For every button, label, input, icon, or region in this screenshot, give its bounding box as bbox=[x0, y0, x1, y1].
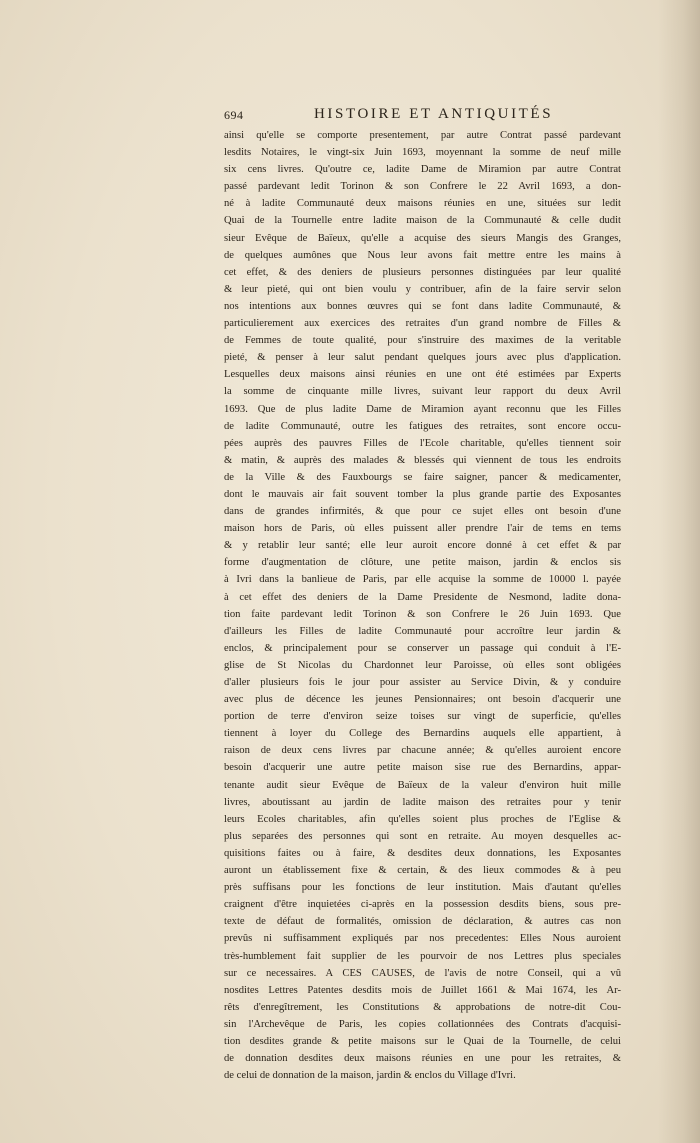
text-line: de donnation desdites deux maisons réunies en une pour les retraites, & bbox=[224, 1053, 621, 1065]
text-line: la somme de cinquante mille livres, suivant leur rapport du deux Avril bbox=[224, 386, 621, 398]
text-line: nos intentions aux bonnes œuvres qui se font dans ladite Communauté, & bbox=[224, 300, 621, 312]
text-line: sin l'Archevêque de Paris, les copies collationnées des Contrats d'acquisi- bbox=[224, 1018, 621, 1030]
text-line: pieté, & penser à leur salut pendant quelques jours avec plus d'application. bbox=[224, 352, 621, 364]
text-line: sur ce necessaires. A CES CAUSES, de l'avis de notre Conseil, qui a vû bbox=[224, 967, 621, 979]
text-line: sieur Evêque de Baïeux, qu'elle a acquise des sieurs Mangis des Granges, bbox=[224, 232, 621, 244]
body-text bbox=[224, 127, 621, 1084]
text-line: particulierement aux exercices des retraites d'un grand nombre de Filles & bbox=[224, 318, 621, 330]
text-line: tion faite pardevant ledit Torinon & son Confrere le 26 Juin 1693. Que bbox=[224, 608, 621, 620]
page-number: 694 bbox=[224, 108, 244, 122]
text-line: & leur pieté, qui ont bien voulu y contribuer, afin de la faire servir selon bbox=[224, 283, 621, 295]
text-line: six cens livres. Qu'outre ce, ladite Dame de Miramion par autre Contrat bbox=[224, 164, 621, 176]
text-line: besoin d'acquerir une autre petite maison sise rue des Bernardins, appar- bbox=[224, 762, 621, 774]
text-line: à Ivri dans la banlieue de Paris, par elle acquise la somme de 10000 l. payée bbox=[224, 574, 621, 586]
running-head: HISTOIRE ET ANTIQUITÉS bbox=[314, 106, 554, 122]
text-line: dans de grandes infirmités, & que pour ce sujet elles ont besoin d'une bbox=[224, 506, 621, 518]
text-line: tenante audit sieur Evêque de Baïeux de la valeur d'environ huit mille bbox=[224, 779, 621, 791]
text-line: de celui de donnation de la maison, jardin & enclos du Village d'Ivri. bbox=[224, 1070, 516, 1082]
text-line: tiennent à loyer du College des Bernardins auquels elle appartient, à bbox=[224, 728, 621, 740]
page-header bbox=[224, 106, 569, 126]
text-line: d'aller plusieurs fois le jour pour assister au Service Divin, & y conduire bbox=[224, 677, 621, 688]
text-line: nosdites Lettres Patentes desdits mois de Juillet 1661 & Mai 1674, les Ar- bbox=[224, 984, 621, 996]
text-line: maison hors de Paris, où elles puissent aller prendre l'air de tems en tems bbox=[224, 523, 621, 535]
text-line: ainsi qu'elle se comporte presentement, par autre Contrat passé pardevant bbox=[224, 130, 621, 141]
page-gutter-shadow bbox=[658, 0, 700, 1143]
text-line: d'ailleurs les Filles de ladite Communauté pour accroître leur jardin & bbox=[224, 625, 621, 637]
text-line: quisitions faites ou à faire, & desdites deux donnations, les Exposantes bbox=[224, 847, 621, 859]
text-line: forme d'augmentation de clôture, une petite maison, jardin & enclos sis bbox=[224, 557, 621, 569]
text-line: raison de deux cens livres par chacune année; & qu'elles auroient encore bbox=[224, 745, 621, 757]
text-line: de quelques aumônes que Nous leur avons fait mettre entre les mains à bbox=[224, 249, 621, 261]
text-line: rêts d'enregîtrement, les Constitutions & approbations de notre-dit Cou- bbox=[224, 1001, 621, 1013]
text-line: né à ladite Communauté deux maisons réunies en une, situées sur ledit bbox=[224, 198, 621, 210]
text-line: & matin, & auprès des malades & blessés qui viennent de tous les endroits bbox=[224, 454, 621, 466]
text-line: cet effet, & des deniers de plusieurs personnes distinguées par leur qualité bbox=[224, 266, 621, 278]
text-line: de Femmes de toute qualité, pour s'instruire des maximes de la veritable bbox=[224, 335, 621, 347]
text-line: 1693. Que de plus ladite Dame de Miramion ayant reconnu que les Filles bbox=[224, 403, 621, 415]
text-line: dont le mauvais air fait souvent tomber la plus grande partie des Exposantes bbox=[224, 488, 621, 500]
text-line: enclos, & principalement pour se conserver un passage qui conduit à l'E- bbox=[224, 642, 621, 654]
text-line: tion desdites grande & petite maisons sur le Quai de la Tournelle, de celui bbox=[224, 1035, 621, 1047]
text-line: plus separées des personnes qui sont en retraite. Au moyen desquelles ac- bbox=[224, 830, 621, 842]
text-line: leurs Ecoles charitables, afin qu'elles soient plus proches de l'Eglise & bbox=[224, 813, 621, 825]
text-line: livres, aboutissant au jardin de ladite maison des retraites pour y tenir bbox=[224, 796, 621, 808]
text-line: très-humblement fait supplier de les pourvoir de nos Lettres plus speciales bbox=[224, 950, 621, 962]
text-line: glise de St Nicolas du Chardonnet leur Paroisse, où elles sont obligées bbox=[224, 659, 621, 671]
text-line: Quai de la Tournelle entre ladite maison de la Communauté & celle dudit bbox=[224, 215, 621, 227]
text-line: Lesquelles deux maisons ainsi réunies en une ont été estimées par Experts bbox=[224, 369, 621, 381]
text-line: avec plus de décence les jeunes Pensionnaires; ont besoin d'acquerir une bbox=[224, 694, 621, 706]
text-line: portion de terre d'environ seize toises sur vingt de superficie, qu'elles bbox=[224, 711, 621, 723]
text-line: passé pardevant ledit Torinon & son Confrere le 22 Avril 1693, a don- bbox=[224, 181, 621, 193]
text-line: lesdits Notaires, le vingt-six Juin 1693, moyennant la somme de neuf mille bbox=[224, 147, 621, 159]
text-line: prevûs ni suffisamment expliqués par nos precedentes: Elles Nous auroient bbox=[224, 933, 621, 945]
text-line: auront un établissement fixe & certain, & des lieux commodes & à peu bbox=[224, 865, 621, 877]
text-line: près suffisans pour les fonctions de leur institution. Mais d'autant qu'elles bbox=[224, 882, 621, 894]
text-line: de ladite Communauté, outre les fatigues des retraites, sont encore occu- bbox=[224, 420, 621, 432]
text-line: pées auprès des pauvres Filles de l'Ecole charitable, qu'elles tiennent soir bbox=[224, 437, 621, 449]
text-line: de la Ville & des Fauxbourgs se faire saigner, pancer & medicamenter, bbox=[224, 471, 621, 483]
text-line: & y retablir leur santé; elle leur auroit encore donné à cet effet & par bbox=[224, 540, 621, 552]
text-line: craignent d'être inquietées ci-après en la possession desdits biens, sous pre- bbox=[224, 899, 621, 911]
text-line: texte de défaut de formalités, omission de déclaration, & autres cas non bbox=[224, 916, 621, 928]
text-line: à cet effet des deniers de la Dame Presidente de Nesmond, ladite dona- bbox=[224, 591, 621, 603]
